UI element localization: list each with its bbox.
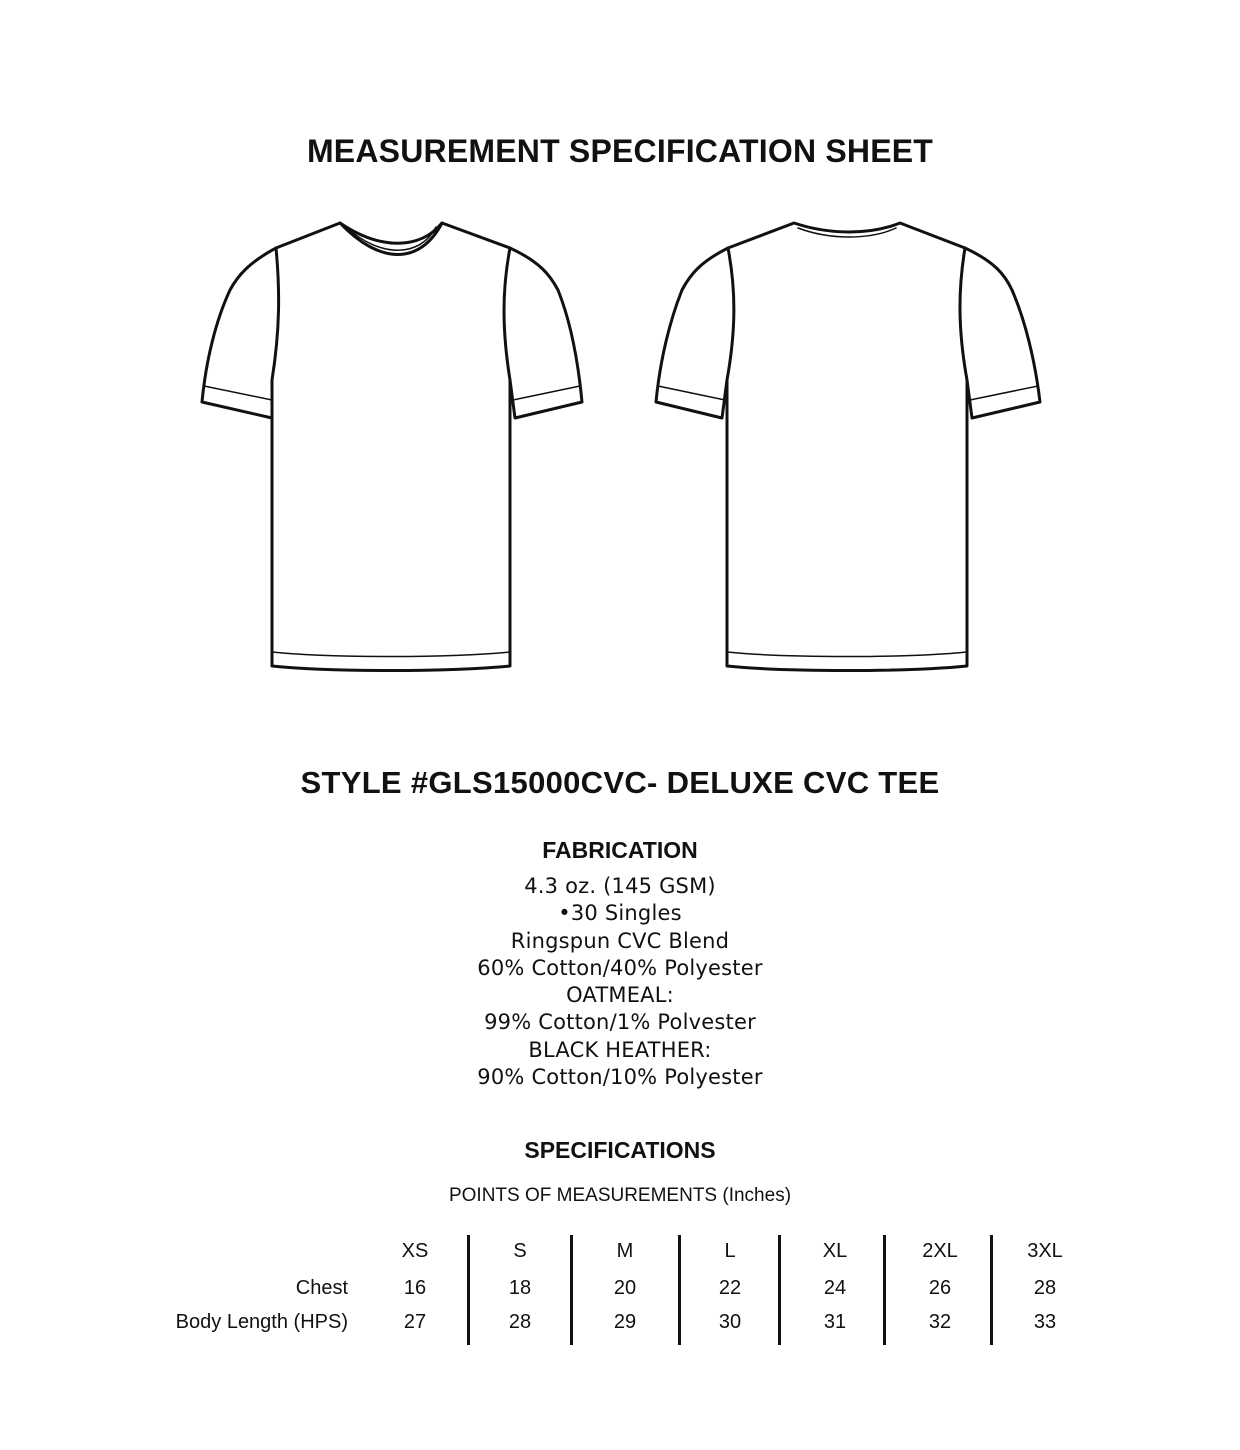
fabrication-line: 4.3 oz. (145 GSM) (524, 874, 716, 898)
body-length-value: 33 (1033, 1311, 1057, 1333)
body-length-value: 30 (718, 1311, 742, 1333)
specifications-heading: SPECIFICATIONS (524, 1137, 716, 1163)
tshirt-front-icon (202, 223, 582, 671)
chest-value: 28 (1033, 1277, 1057, 1299)
column-divider (678, 1235, 681, 1345)
fabrication-line: 99% Cotton/1% Polvester (484, 1010, 756, 1035)
body-length-value: 27 (403, 1311, 427, 1333)
sheet-title: MEASUREMENT SPECIFICATION SHEET (306, 133, 934, 169)
style-title: STYLE #GLS15000CVC- DELUXE CVC TEE (300, 765, 940, 800)
row-label-chest: Chest (295, 1277, 348, 1299)
garment-drawing (180, 210, 1060, 690)
body-length-value: 28 (508, 1311, 532, 1333)
chest-value: 24 (823, 1277, 847, 1299)
chest-value: 26 (928, 1277, 952, 1299)
points-of-measurement-subtitle: POINTS OF MEASUREMENTS (Inches) (448, 1185, 792, 1206)
chest-value: 22 (718, 1277, 742, 1299)
column-divider (570, 1235, 573, 1345)
chest-value: 16 (403, 1277, 427, 1299)
body-length-value: 29 (613, 1311, 637, 1333)
size-header-2xl: 2XL (922, 1240, 958, 1262)
size-header-s: S (513, 1240, 527, 1262)
size-header-xs: XS (401, 1240, 429, 1262)
garment-illustrations (180, 210, 1060, 690)
tshirt-back-icon (656, 223, 1040, 671)
column-divider (778, 1235, 781, 1345)
column-divider (883, 1235, 886, 1345)
fabrication-line: BLACK HEATHER: (528, 1037, 712, 1062)
size-header-m: M (616, 1240, 634, 1262)
size-header-3xl: 3XL (1027, 1240, 1063, 1262)
chest-value: 18 (508, 1277, 532, 1299)
row-label-body-length: Body Length (HPS) (175, 1311, 348, 1333)
column-divider (990, 1235, 993, 1345)
fabrication-line: 60% Cotton/40% Polyester (477, 955, 763, 980)
size-header-xl: XL (822, 1240, 848, 1262)
fabrication-line: OATMEAL: (566, 983, 674, 1008)
size-header-l: L (724, 1240, 736, 1262)
fabrication-heading: FABRICATION (542, 837, 698, 863)
fabrication-line: Ringspun CVC Blend (510, 928, 730, 953)
fabrication-line: •30 Singles (558, 901, 682, 926)
column-divider (467, 1235, 470, 1345)
body-length-value: 32 (928, 1311, 952, 1333)
size-chart-table (160, 1235, 1100, 1345)
fabrication-details (0, 873, 1240, 1091)
body-length-value: 31 (823, 1311, 847, 1333)
fabrication-line: 90% Cotton/10% Polyester (477, 1065, 763, 1090)
chest-value: 20 (613, 1277, 637, 1299)
